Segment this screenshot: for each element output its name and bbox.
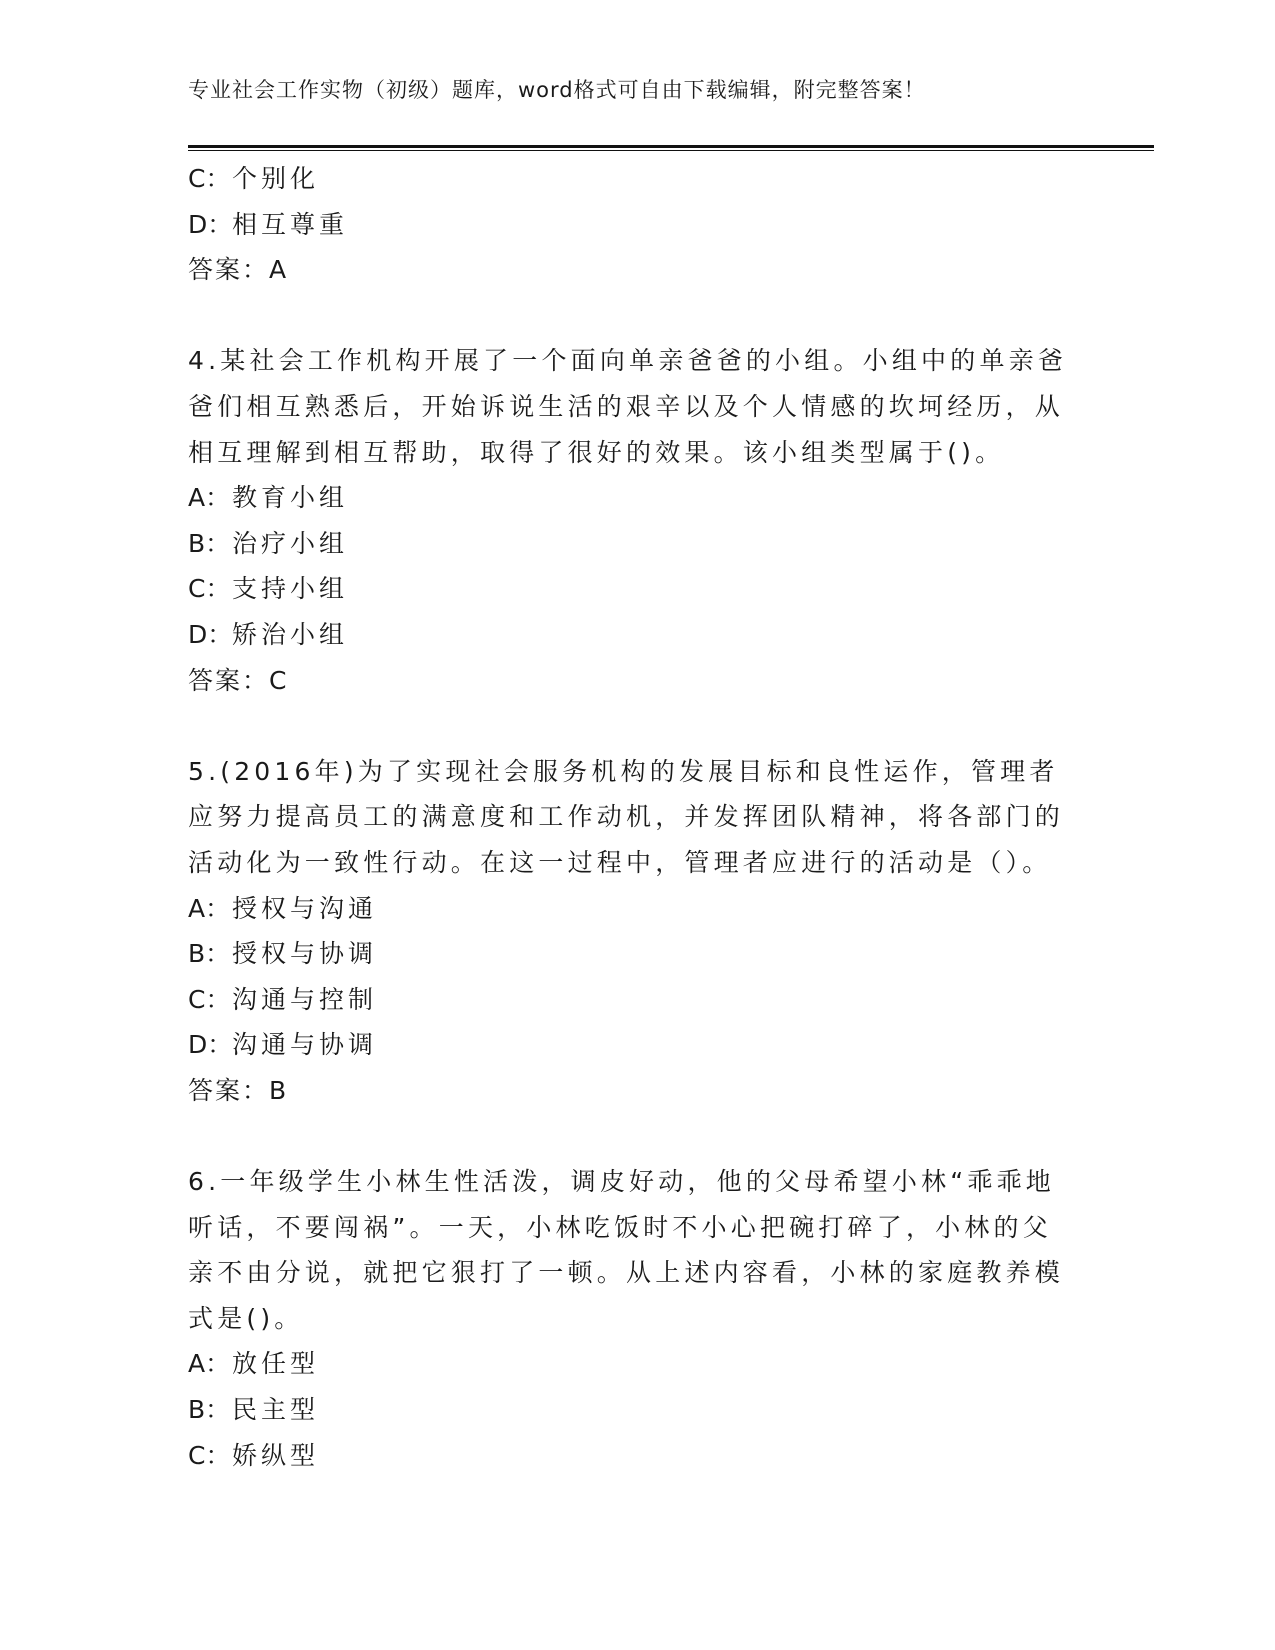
option-letter: B： — [188, 528, 231, 558]
option-letter: B： — [188, 939, 231, 969]
option-text: 个别化 — [232, 164, 320, 193]
option-a — [188, 475, 1068, 521]
option-letter: B： — [188, 1395, 231, 1425]
option-text: 沟通与控制 — [232, 984, 378, 1014]
option-c — [188, 566, 1068, 612]
option-text: 授权与沟通 — [232, 893, 378, 923]
option-text: 支持小组 — [232, 574, 349, 604]
question-stem: 6.一年级学生小林生性活泼，调皮好动，他的父母希望小林“乖乖地听话，不要闯祸”。一天，小林吃饭时不小心把碗打碎了，小林的父亲不由分说，就把它狠打了一顿。从上述内容看，小林的家庭教养模式是()。 — [188, 1167, 1065, 1333]
option-text: 治疗小组 — [232, 528, 349, 558]
option-text: 矫治小组 — [232, 619, 349, 649]
option-d — [188, 612, 1068, 658]
option-text: 放任型 — [232, 1349, 320, 1379]
answer-line: 答案：B — [188, 1075, 289, 1105]
option-d — [188, 1022, 1068, 1068]
option-letter: C： — [188, 574, 231, 604]
option-letter: C： — [188, 164, 231, 193]
option-letter: A： — [188, 1349, 231, 1379]
option-text: 娇纵型 — [232, 1440, 320, 1470]
option-letter: D： — [188, 619, 233, 649]
option-b — [188, 1387, 1068, 1433]
document-body — [188, 156, 1068, 1478]
question-stem: 5.(2016年)为了实现社会服务机构的发展目标和良性运作，管理者应努力提高员工的满意度和工作动机，并发挥团队精神，将各部门的活动化为一致性行动。在这一过程中，管理者应进行的活动是（）。 — [188, 756, 1065, 877]
option-letter: D： — [188, 209, 233, 239]
option-c — [188, 156, 1068, 202]
option-letter: C： — [188, 1440, 231, 1470]
option-text: 沟通与协调 — [232, 1030, 378, 1060]
option-letter: D： — [188, 1030, 233, 1060]
answer-line: 答案：C — [188, 665, 289, 695]
question-stem: 4.某社会工作机构开展了一个面向单亲爸爸的小组。小组中的单亲爸爸们相互熟悉后，开始诉说生活的艰辛以及个人情感的坎坷经历，从相互理解到相互帮助，取得了很好的效果。该小组类型属于()。 — [188, 346, 1068, 467]
option-text: 相互尊重 — [232, 209, 349, 239]
option-b — [188, 521, 1068, 567]
header-divider — [188, 145, 1154, 151]
answer-line: 答案：A — [188, 255, 289, 285]
option-c — [188, 977, 1068, 1023]
option-d — [188, 202, 1068, 248]
option-text: 授权与协调 — [232, 939, 378, 969]
page-header: 专业社会工作实物（初级）题库，word格式可自由下载编辑，附完整答案！ — [188, 78, 926, 102]
option-a — [188, 886, 1068, 932]
option-letter: A： — [188, 893, 231, 923]
option-text: 教育小组 — [232, 483, 349, 513]
option-letter: C： — [188, 984, 231, 1014]
option-b — [188, 931, 1068, 977]
option-letter: A： — [188, 483, 231, 513]
option-text: 民主型 — [232, 1395, 320, 1425]
option-c — [188, 1433, 1068, 1479]
option-a — [188, 1341, 1068, 1387]
